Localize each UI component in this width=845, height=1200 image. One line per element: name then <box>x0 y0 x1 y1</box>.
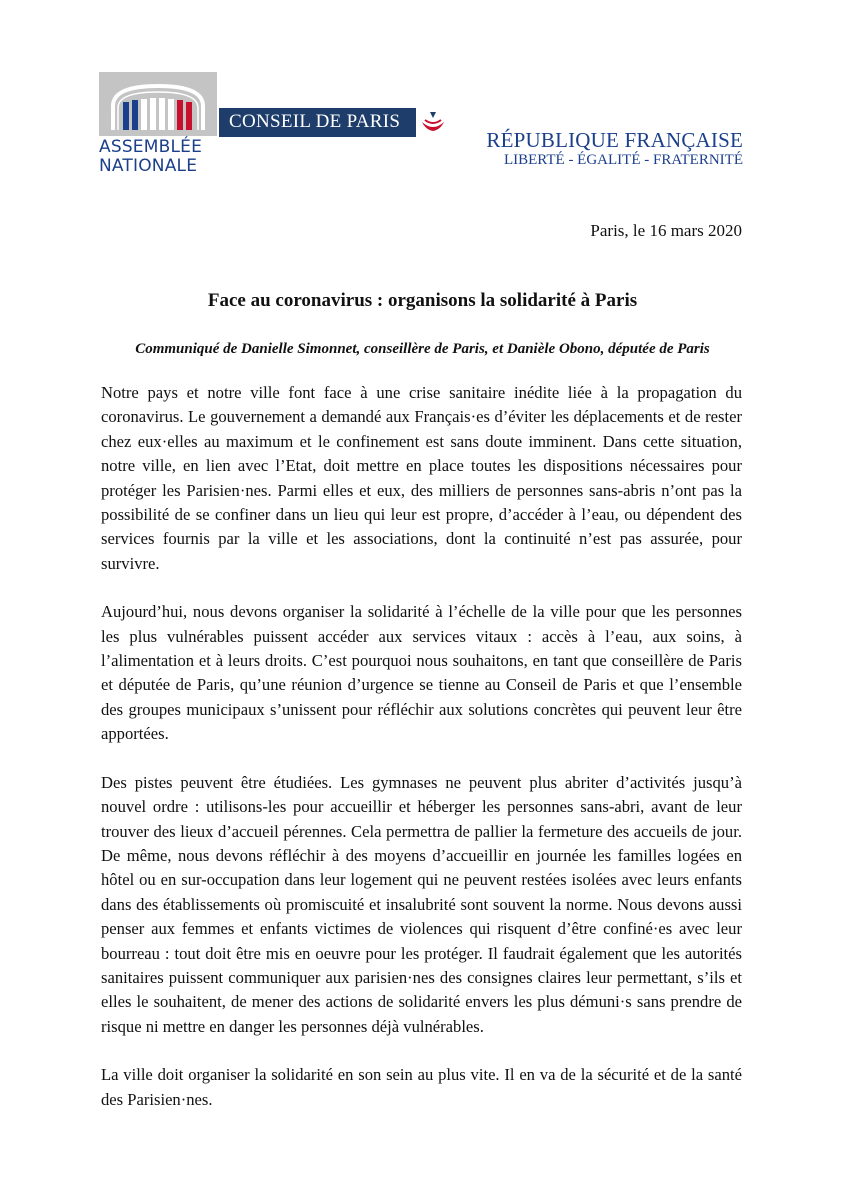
assemblee-nationale-logo <box>99 72 217 176</box>
conseil-de-paris-wordmark: CONSEIL DE PARIS <box>229 111 401 132</box>
assemblee-nationale-wordmark <box>99 138 217 176</box>
document-subtitle: Communiqué de Danielle Simonnet, conseillère de Paris, et Danièle Obono, députée de Paris <box>135 341 710 357</box>
assemblee-line-2: NATIONALE <box>99 156 198 176</box>
republique-motto: LIBERTÉ - ÉGALITÉ - FRATERNITÉ <box>503 152 743 168</box>
republique-francaise-title: RÉPUBLIQUE FRANÇAISE <box>486 128 743 152</box>
assemblee-line-1: ASSEMBLÉE <box>99 137 203 157</box>
paris-ship-icon <box>416 108 450 137</box>
hemicycle-emblem <box>99 72 217 136</box>
body-paragraph: Aujourd’hui, nous devons organiser la solidarité à l’échelle de la ville pour que les personnes les plus vulnérables puissent accéder aux services vitaux : accès à l’eau, aux soins, à l’alimentation et à leurs droits. C’est pourquoi nous souhaitons, en tant que conseillère de Paris et députée de Paris, qu’une réunion d’urgence se tienne au Conseil de Paris et que l’ensemble des groupes municipaux s’unissent pour réfléchir aux solutions concrètes qui peuvent leur être apportées. <box>101 602 742 744</box>
body-paragraph: Des pistes peuvent être étudiées. Les gymnases ne peuvent plus abriter d’activités jusqu’à nouvel ordre : utilisons-les pour accueillir et héberger les personnes sans-abri, avant de leur trouver des lieux d’accueil pérennes. Cela permettra de pallier la fermeture des accueils de jour. De même, nous devons réfléchir à des moyens d’accueillir en journée les familles logées en hôtel ou en sur-occupation dans leur logement qui ne peuvent restées isolées avec leurs enfants dans des établissements où promiscuité et insalubrité sont souvent la norme. Nous devons aussi penser aux femmes et enfants victimes de violences qui risquent d’être confiné·es avec leur bourreau : tout doit être mis en oeuvre pour les protéger. Il faudrait également que les autorités sanitaires puissent communiquer aux parisien·nes des consignes claires leur permettant, s’ils et elles le souhaitent, de mener des actions de solidarité envers les plus démuni·s sans prendre de risque ni mettre en danger les personnes déjà vulnérables. <box>101 772 742 1036</box>
body-paragraph: Notre pays et notre ville font face à une crise sanitaire inédite liée à la propagation du coronavirus. Le gouvernement a demandé aux Français·es d’éviter les déplacements et de rester chez eux·elles au maximum et le confinement est sans doute imminent. Dans cette situation, notre ville, en lien avec l’Etat, doit mettre en place toutes les dispositions nécessaires pour protéger les Parisien·nes. Parmi elles et eux, des milliers de personnes sans-abris n’ont pas la possibilité de se confiner dans un lieu qui leur est propre, d’accéder à l’eau, ou dépendent des services fournis par la ville et les associations, dont la continuité n’est pas assurée, pour survivre. <box>101 383 742 573</box>
document-body <box>101 381 742 1136</box>
document-title: Face au coronavirus : organisons la solidarité à Paris <box>207 290 638 311</box>
body-paragraph: La ville doit organiser la solidarité en son sein au plus vite. Il en va de la sécurité et de la santé des Parisien·nes. <box>101 1065 742 1109</box>
document-date: Paris, le 16 mars 2020 <box>590 221 742 240</box>
conseil-de-paris-logo <box>219 108 450 137</box>
